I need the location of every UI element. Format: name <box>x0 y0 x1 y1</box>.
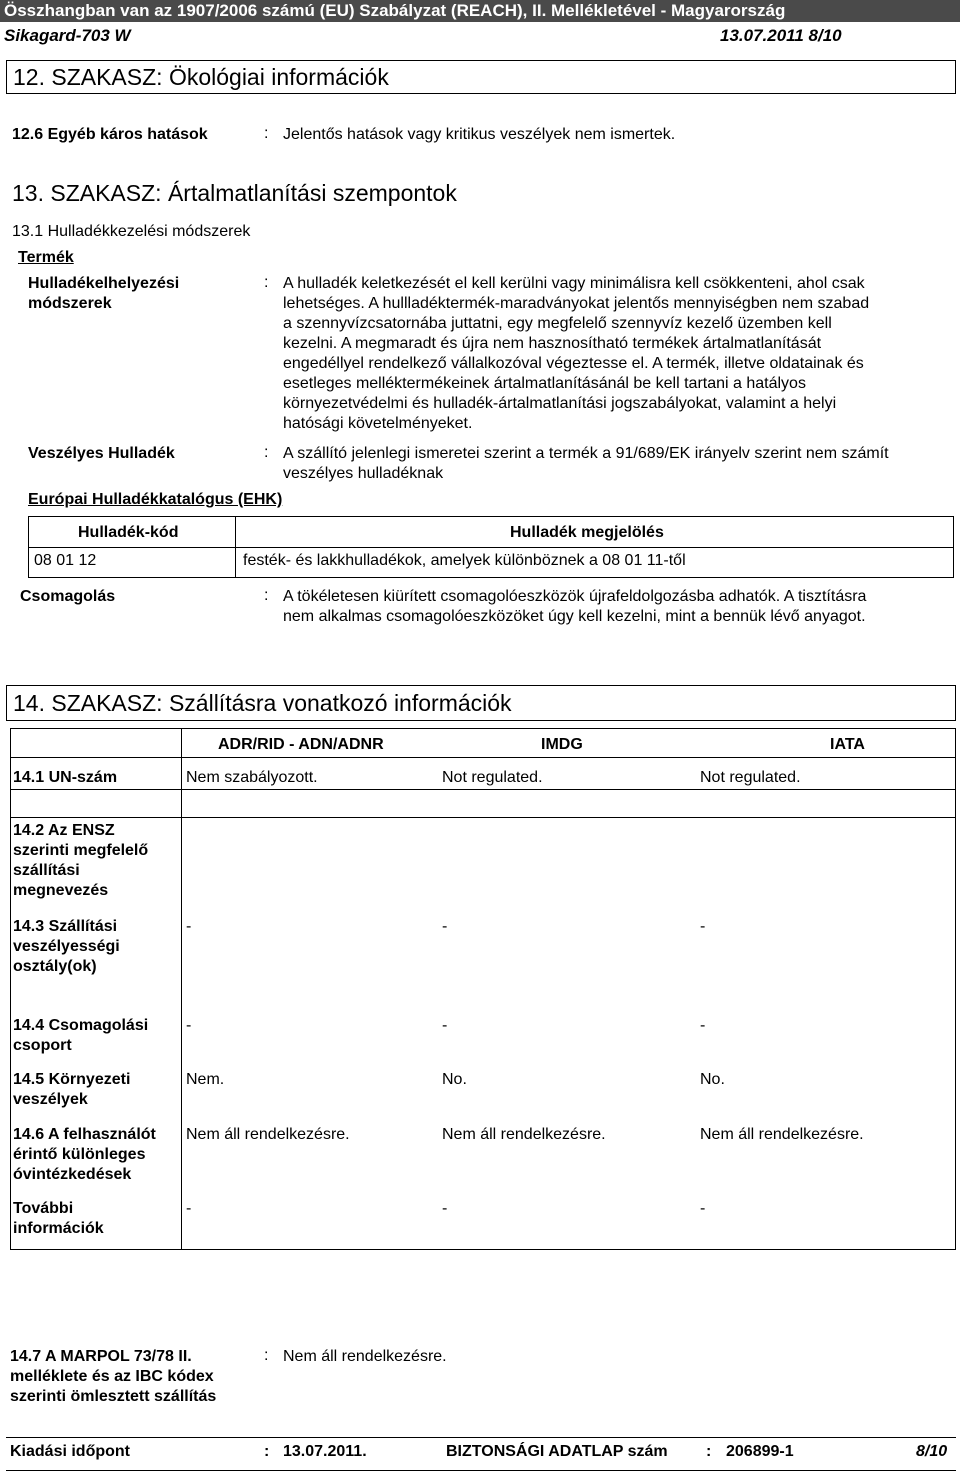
row-iata: Not regulated. <box>700 769 801 786</box>
marpol-value: Nem áll rendelkezésre. <box>283 1348 447 1365</box>
footer-sds-number: 206899-1 <box>726 1443 794 1460</box>
colon: : <box>264 587 269 604</box>
row-imdg: No. <box>442 1071 467 1088</box>
footer-bottom-divider <box>6 1470 956 1471</box>
row-adr: Nem szabályozott. <box>186 769 318 786</box>
footer-issue-label: Kiadási időpont <box>10 1443 130 1460</box>
date-page: 13.07.2011 8/10 <box>720 26 842 45</box>
row-imdg: Not regulated. <box>442 769 543 786</box>
packaging-label: Csomagolás <box>20 588 116 605</box>
row-adr: - <box>186 1017 192 1034</box>
row-label: 14.4 Csomagolási csoport <box>13 1017 149 1054</box>
section-13-title: 13. SZAKASZ: Ártalmatlanítási szempontok <box>12 180 457 206</box>
ehk-col-desc: Hulladék megjelölés <box>510 524 664 541</box>
row-imdg: - <box>442 1200 448 1217</box>
packaging-text: A tökéletesen kiürített csomagolóeszközök újrafeldolgozásba adhatók. A tisztításra nem alkalmas csomagolóeszközöket úgy kell kezelni, mint a bennük lévő anyagot. <box>283 588 867 625</box>
row-iata: No. <box>700 1071 725 1088</box>
termek-heading: Termék <box>18 249 74 266</box>
footer-divider <box>6 1437 956 1438</box>
disposal-label: Hulladékelhelyezési módszerek <box>28 275 180 312</box>
footer-page: 8/10 <box>916 1443 948 1460</box>
colon: : <box>264 1443 270 1460</box>
s12-6-label: 12.6 Egyéb káros hatások <box>12 126 208 143</box>
section-12-title: 12. SZAKASZ: Ökológiai információk <box>6 60 956 94</box>
row-label: 14.3 Szállítási veszélyességi osztály(ok) <box>13 918 120 975</box>
row-iata: - <box>700 1200 706 1217</box>
row-imdg: - <box>442 1017 448 1034</box>
ehk-col-code: Hulladék-kód <box>78 524 179 541</box>
hazardous-text: A szállító jelenlegi ismeretei szerint a termék a 91/689/EK irányelv szerint nem számít veszélyes hulladéknak <box>283 445 889 482</box>
col-iata: IATA <box>830 736 865 753</box>
row-adr: - <box>186 1200 192 1217</box>
colon: : <box>264 125 269 142</box>
row-imdg: Nem áll rendelkezésre. <box>442 1126 606 1143</box>
row-imdg: - <box>442 918 448 935</box>
row-label: 14.2 Az ENSZ szerinti megfelelő szállítási megnevezés <box>13 822 149 899</box>
row-label: 14.5 Környezeti veszélyek <box>13 1071 131 1108</box>
ehk-title: Európai Hulladékkatalógus (EHK) <box>28 491 283 508</box>
disposal-text: A hulladék keletkezését el kell kerülni vagy minimálisra kell csökkenteni, ahol csak lehetséges. A hullladéktermék-maradványokat jelentős mennyiségben nem szabad a szennyvízcsatornába juttatni, egy megfelelő szennyvíz kezelő üzemben kell kezelni. A megmaradt és újra nem hasznosítható termékek ártalmatlanítását engedéllyel rendelkező vállalkozóval végeztesse el. A termék, illetve oldatainak és esetleges melléktermékeinek ártalmatlanításánál be kell tartani a hatályos környezetvédelmi és hulladék-ártalmatlanítási jogszabályokat, valamint a helyi hatósági követelményeket. <box>283 275 870 432</box>
col-adr: ADR/RID - ADN/ADNR <box>218 736 384 753</box>
row-label: 14.1 UN-szám <box>13 769 118 786</box>
row-label: 14.6 A felhasználót érintő különleges óvintézkedések <box>13 1126 156 1183</box>
row-adr: - <box>186 918 192 935</box>
row-adr: Nem. <box>186 1071 225 1088</box>
s12-6-value: Jelentős hatások vagy kritikus veszélyek nem ismertek. <box>283 126 676 143</box>
row-iata: - <box>700 918 706 935</box>
ehk-desc: festék- és lakkhulladékok, amelyek különböznek a 08 01 11-től <box>243 552 686 569</box>
col-imdg: IMDG <box>541 736 583 753</box>
hazardous-label: Veszélyes Hulladék <box>28 445 175 462</box>
section-14-title: 14. SZAKASZ: Szállításra vonatkozó információk <box>6 685 956 721</box>
footer-sds-label: BIZTONSÁGI ADATLAP szám <box>446 1443 668 1460</box>
product-name: Sikagard-703 W <box>4 26 131 45</box>
colon: : <box>264 1347 269 1364</box>
row-label: További információk <box>13 1200 104 1237</box>
row-adr: Nem áll rendelkezésre. <box>186 1126 350 1143</box>
row-iata: Nem áll rendelkezésre. <box>700 1126 864 1143</box>
document-header-bar: Összhangban van az 1907/2006 számú (EU) Szabályzat (REACH), II. Mellékletével - Magyarország <box>0 0 960 22</box>
s13-1-title: 13.1 Hulladékkezelési módszerek <box>12 223 251 240</box>
colon: : <box>706 1443 712 1460</box>
colon: : <box>264 444 269 461</box>
footer-issue-date: 13.07.2011. <box>283 1443 367 1460</box>
row-iata: - <box>700 1017 706 1034</box>
ehk-code: 08 01 12 <box>34 552 97 569</box>
marpol-label: 14.7 A MARPOL 73/78 II. melléklete és az IBC kódex szerinti ömlesztett szállítás <box>10 1348 217 1405</box>
colon: : <box>264 274 269 291</box>
